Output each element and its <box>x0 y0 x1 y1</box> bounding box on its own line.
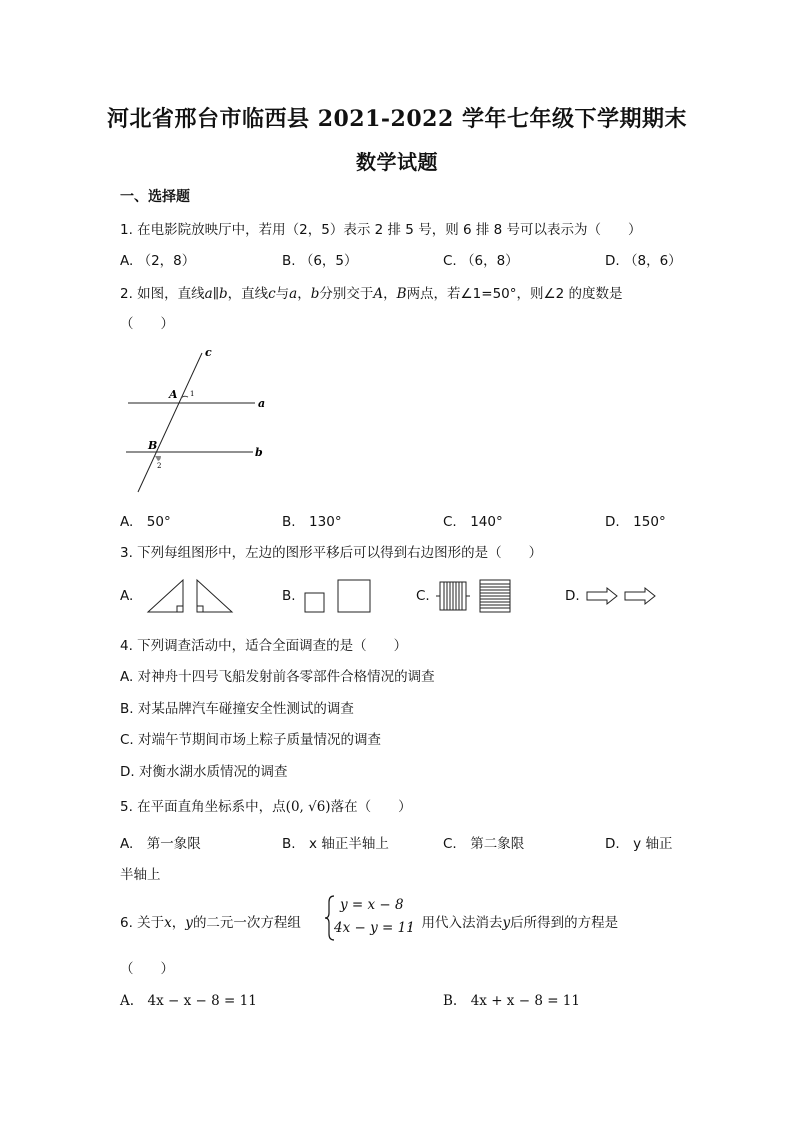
question-4-option-b: B. 对某品牌汽车碰撞安全性测试的调查 <box>120 701 354 717</box>
page-subtitle: 数学试题 <box>356 150 438 174</box>
label-angle-2: 2 <box>157 462 162 470</box>
question-1-option-b: B. （6，5） <box>282 253 358 269</box>
question-6-option-a: A. 4x − x − 8 = 11 <box>120 993 257 1009</box>
question-3-option-d-letter: D. <box>565 588 580 604</box>
label-c: c <box>205 346 212 359</box>
question-5-option-d: D. y 轴正 <box>605 836 673 852</box>
equation-2: 4x − y = 11 <box>334 920 415 936</box>
line-c <box>138 353 202 492</box>
question-3-option-b-letter: B. <box>282 588 296 604</box>
label-point-b: B <box>148 439 158 452</box>
question-6-option-b: B. 4x + x − 8 = 11 <box>443 993 580 1009</box>
parallel-lines-figure <box>118 340 278 500</box>
question-2-option-b: B. 130° <box>282 514 342 530</box>
question-2-answer-paren: （ ） <box>120 316 174 332</box>
equation-1: y = x − 8 <box>340 897 404 913</box>
triangles-option-a-icon <box>145 576 240 616</box>
section-heading: 一、选择题 <box>120 189 190 205</box>
question-5-option-b: B. x 轴正半轴上 <box>282 836 389 852</box>
question-6-stem-start: 6. 关于x，y的二元一次方程组 <box>120 915 301 931</box>
question-4-stem: 4. 下列调查活动中，适合全面调查的是（ ） <box>120 638 408 654</box>
label-point-a: A <box>169 388 178 401</box>
point-coordinates: (0, √6) <box>285 799 331 815</box>
page-title: 河北省邢台市临西县 2021-2022 学年七年级下学期期末 <box>107 106 687 132</box>
label-a: a <box>258 397 266 410</box>
question-5-option-d-continued: 半轴上 <box>120 867 161 883</box>
question-4-option-a: A. 对神舟十四号飞船发射前各零部件合格情况的调查 <box>120 669 435 685</box>
question-5-option-a: A. 第一象限 <box>120 836 201 852</box>
question-1-option-d: D. （8，6） <box>605 253 682 269</box>
question-3-stem: 3. 下列每组图形中，左边的图形平移后可以得到右边图形的是（ ） <box>120 545 543 561</box>
question-2-option-a: A. 50° <box>120 514 171 530</box>
question-4-option-c: C. 对端午节期间市场上粽子质量情况的调查 <box>120 732 382 748</box>
question-2-option-c: C. 140° <box>443 514 503 530</box>
question-1-stem: 1. 在电影院放映厅中，若用（2，5）表示 2 排 5 号，则 6 排 8 号可以表示为（ ） <box>120 222 642 238</box>
question-6-stem-end: ，用代入法消去y后所得到的方程是 <box>408 915 619 931</box>
springs-option-c-icon <box>436 576 516 616</box>
question-2-option-d: D. 150° <box>605 514 666 530</box>
arrows-option-d-icon <box>585 584 660 608</box>
question-1-option-c: C. （6，8） <box>443 253 519 269</box>
question-5-stem: 5. 在平面直角坐标系中，点(0, √6)落在（ ） <box>120 799 412 815</box>
question-3-option-c-letter: C. <box>416 588 430 604</box>
angle-2-mark <box>155 456 161 461</box>
question-2-stem: 2. 如图，直线a∥b，直线c与a，b分别交于A，B两点，若∠1=50°，则∠2 的度数是 <box>120 286 623 302</box>
question-3-option-a-letter: A. <box>120 588 134 604</box>
label-angle-1: 1 <box>190 390 195 398</box>
question-1-option-a: A. （2，8） <box>120 253 196 269</box>
question-4-option-d: D. 对衡水湖水质情况的调查 <box>120 764 288 780</box>
question-5-option-c: C. 第二象限 <box>443 836 525 852</box>
label-b: b <box>255 446 263 459</box>
question-6-answer-paren: （ ） <box>120 961 174 977</box>
squares-option-b-icon <box>300 576 375 616</box>
